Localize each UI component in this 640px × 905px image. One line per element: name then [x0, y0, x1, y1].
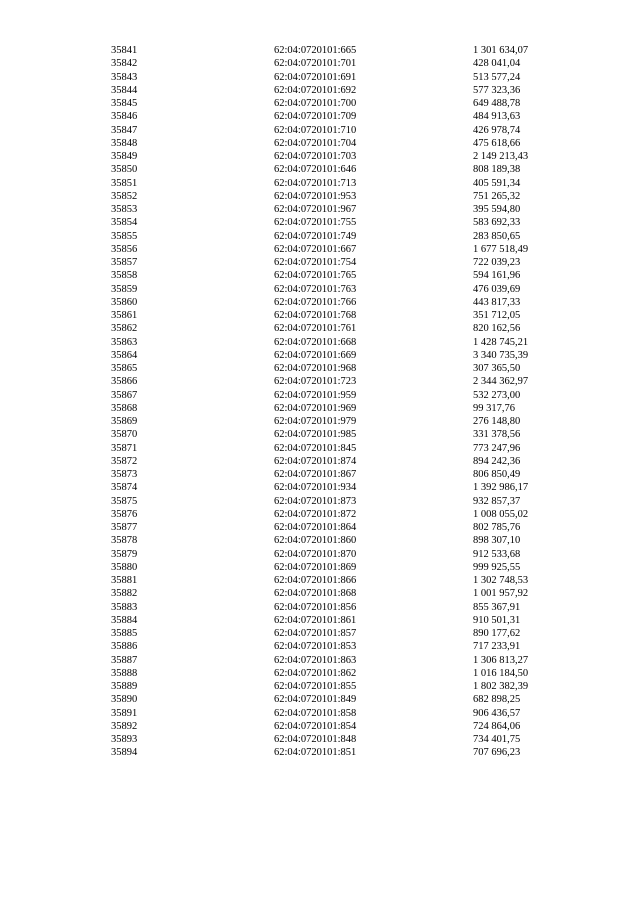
cadastral-value: 717 233,91: [473, 641, 521, 653]
cadastral-value: 808 189,38: [473, 164, 521, 176]
cadastral-value: 1 392 986,17: [473, 482, 529, 494]
row-number: 35856: [111, 243, 138, 255]
row-number: 35882: [111, 588, 138, 600]
cadastral-value: 443 817,33: [473, 296, 521, 308]
row-number: 35844: [111, 84, 138, 96]
cadastral-number: 62:04:0720101:934: [274, 482, 357, 494]
table-row: [0, 521, 640, 534]
table-row: [0, 640, 640, 653]
row-number: 35871: [111, 442, 138, 454]
table-row: [0, 627, 640, 640]
cadastral-number: 62:04:0720101:985: [274, 429, 357, 441]
cadastral-number: 62:04:0720101:849: [274, 694, 357, 706]
cadastral-value: 682 898,25: [473, 694, 521, 706]
row-number: 35879: [111, 548, 138, 560]
cadastral-number: 62:04:0720101:868: [274, 588, 357, 600]
row-number: 35852: [111, 190, 138, 202]
cadastral-number: 62:04:0720101:969: [274, 402, 357, 414]
cadastral-number: 62:04:0720101:691: [274, 71, 357, 83]
cadastral-number: 62:04:0720101:755: [274, 217, 357, 229]
cadastral-number: 62:04:0720101:968: [274, 363, 357, 374]
cadastral-value: 475 618,66: [473, 137, 521, 149]
cadastral-value: 513 577,24: [473, 71, 521, 83]
cadastral-number: 62:04:0720101:862: [274, 667, 357, 679]
table-row: [0, 71, 640, 84]
table-row: [0, 137, 640, 150]
table-row: [0, 349, 640, 362]
cadastral-number: 62:04:0720101:872: [274, 508, 357, 520]
cadastral-number: 62:04:0720101:869: [274, 561, 357, 573]
row-number: 35876: [111, 508, 138, 520]
row-number: 35842: [111, 58, 138, 70]
cadastral-value: 855 367,91: [473, 601, 521, 613]
table-row: [0, 534, 640, 547]
table-row: [0, 203, 640, 216]
cadastral-number: 62:04:0720101:704: [274, 137, 357, 149]
table-row: [0, 243, 640, 256]
cadastral-number: 62:04:0720101:953: [274, 190, 357, 202]
cadastral-value: 1 802 382,39: [473, 681, 529, 692]
row-number: 35865: [111, 363, 138, 374]
table-row: [0, 574, 640, 587]
row-number: 35849: [111, 151, 138, 162]
cadastral-number: 62:04:0720101:959: [274, 389, 357, 401]
cadastral-number: 62:04:0720101:668: [274, 336, 357, 348]
table-row: [0, 44, 640, 57]
table-row: [0, 548, 640, 561]
table-row: [0, 746, 640, 759]
cadastral-value: 99 317,76: [473, 402, 515, 414]
row-number: 35881: [111, 575, 138, 586]
row-number: 35866: [111, 376, 138, 388]
table-row: [0, 468, 640, 481]
cadastral-value: 932 857,37: [473, 495, 521, 507]
cadastral-value: 734 401,75: [473, 734, 521, 745]
row-number: 35859: [111, 283, 138, 295]
cadastral-value: 532 273,00: [473, 389, 521, 401]
row-number: 35858: [111, 270, 138, 282]
row-number: 35847: [111, 124, 138, 136]
table-row: [0, 415, 640, 428]
table-row: [0, 150, 640, 163]
cadastral-value: 426 978,74: [473, 124, 521, 136]
cadastral-number: 62:04:0720101:870: [274, 548, 357, 560]
row-number: 35861: [111, 310, 138, 321]
cadastral-number: 62:04:0720101:845: [274, 442, 357, 454]
table-row: [0, 402, 640, 415]
cadastral-value: 724 864,06: [473, 720, 521, 732]
table-row: [0, 124, 640, 137]
cadastral-number: 62:04:0720101:864: [274, 522, 357, 533]
table-row: [0, 561, 640, 574]
cadastral-number: 62:04:0720101:979: [274, 416, 357, 427]
cadastral-number: 62:04:0720101:967: [274, 204, 357, 215]
table-row: [0, 733, 640, 746]
cadastral-value: 1 677 518,49: [473, 243, 529, 255]
cadastral-value: 906 436,57: [473, 707, 521, 719]
table-row: [0, 707, 640, 720]
row-number: 35878: [111, 535, 138, 547]
row-number: 35850: [111, 164, 138, 176]
table-row: [0, 442, 640, 455]
row-number: 35890: [111, 694, 138, 706]
cadastral-number: 62:04:0720101:710: [274, 124, 357, 136]
row-number: 35893: [111, 734, 138, 745]
table-row: [0, 680, 640, 693]
table-row: [0, 614, 640, 627]
table-row: [0, 283, 640, 296]
table-row: [0, 97, 640, 110]
table-row: [0, 495, 640, 508]
table-row: [0, 110, 640, 123]
row-number: 35868: [111, 402, 138, 414]
cadastral-number: 62:04:0720101:761: [274, 323, 357, 335]
cadastral-number: 62:04:0720101:768: [274, 310, 357, 321]
cadastral-value: 484 913,63: [473, 111, 521, 123]
table-row: [0, 720, 640, 733]
row-number: 35855: [111, 230, 138, 242]
cadastral-number: 62:04:0720101:703: [274, 151, 357, 162]
cadastral-value: 894 242,36: [473, 455, 521, 467]
cadastral-value: 1 302 748,53: [473, 575, 529, 586]
data-table: [0, 44, 640, 760]
cadastral-value: 2 344 362,97: [473, 376, 529, 388]
row-number: 35884: [111, 614, 138, 626]
cadastral-value: 649 488,78: [473, 98, 521, 109]
row-number: 35870: [111, 429, 138, 441]
table-row: [0, 375, 640, 388]
table-row: [0, 389, 640, 402]
row-number: 35851: [111, 177, 138, 189]
cadastral-number: 62:04:0720101:857: [274, 628, 357, 639]
cadastral-number: 62:04:0720101:873: [274, 495, 357, 507]
cadastral-number: 62:04:0720101:856: [274, 601, 357, 613]
row-number: 35887: [111, 654, 138, 666]
row-number: 35875: [111, 495, 138, 507]
cadastral-value: 722 039,23: [473, 257, 521, 268]
cadastral-value: 1 008 055,02: [473, 508, 529, 520]
cadastral-number: 62:04:0720101:667: [274, 243, 357, 255]
cadastral-value: 898 307,10: [473, 535, 521, 547]
row-number: 35877: [111, 522, 138, 533]
cadastral-number: 62:04:0720101:765: [274, 270, 357, 282]
cadastral-value: 820 162,56: [473, 323, 521, 335]
row-number: 35888: [111, 667, 138, 679]
row-number: 35863: [111, 336, 138, 348]
cadastral-value: 1 016 184,50: [473, 667, 529, 679]
cadastral-number: 62:04:0720101:853: [274, 641, 357, 653]
cadastral-value: 1 428 745,21: [473, 336, 529, 348]
cadastral-number: 62:04:0720101:754: [274, 257, 357, 268]
cadastral-value: 283 850,65: [473, 230, 521, 242]
row-number: 35894: [111, 747, 138, 759]
row-number: 35892: [111, 720, 138, 732]
cadastral-number: 62:04:0720101:848: [274, 734, 357, 745]
row-number: 35867: [111, 389, 138, 401]
cadastral-number: 62:04:0720101:669: [274, 349, 357, 361]
cadastral-value: 577 323,36: [473, 84, 521, 96]
table-row: [0, 455, 640, 468]
table-row: [0, 177, 640, 190]
cadastral-value: 594 161,96: [473, 270, 521, 282]
table-row: [0, 163, 640, 176]
cadastral-value: 583 692,33: [473, 217, 521, 229]
table-row: [0, 362, 640, 375]
table-row: [0, 309, 640, 322]
cadastral-value: 351 712,05: [473, 310, 521, 321]
cadastral-number: 62:04:0720101:858: [274, 707, 357, 719]
cadastral-number: 62:04:0720101:723: [274, 376, 357, 388]
cadastral-number: 62:04:0720101:867: [274, 469, 357, 480]
cadastral-value: 428 041,04: [473, 58, 521, 70]
table-row: [0, 428, 640, 441]
table-row: [0, 587, 640, 600]
cadastral-number: 62:04:0720101:860: [274, 535, 357, 547]
table-row: [0, 216, 640, 229]
row-number: 35872: [111, 455, 138, 467]
cadastral-value: 1 001 957,92: [473, 588, 529, 600]
cadastral-number: 62:04:0720101:709: [274, 111, 357, 123]
table-row: [0, 230, 640, 243]
cadastral-number: 62:04:0720101:766: [274, 296, 357, 308]
table-row: [0, 508, 640, 521]
cadastral-value: 910 501,31: [473, 614, 521, 626]
cadastral-number: 62:04:0720101:713: [274, 177, 357, 189]
table-row: [0, 693, 640, 706]
row-number: 35891: [111, 707, 138, 719]
table-row: [0, 336, 640, 349]
cadastral-value: 802 785,76: [473, 522, 521, 533]
cadastral-value: 806 850,49: [473, 469, 521, 480]
row-number: 35874: [111, 482, 138, 494]
cadastral-value: 890 177,62: [473, 628, 521, 639]
cadastral-number: 62:04:0720101:701: [274, 58, 357, 70]
row-number: 35860: [111, 296, 138, 308]
cadastral-value: 2 149 213,43: [473, 151, 529, 162]
cadastral-value: 3 340 735,39: [473, 349, 529, 361]
row-number: 35889: [111, 681, 138, 692]
cadastral-value: 999 925,55: [473, 561, 521, 573]
row-number: 35843: [111, 71, 138, 83]
cadastral-value: 773 247,96: [473, 442, 521, 454]
row-number: 35862: [111, 323, 138, 335]
table-row: [0, 667, 640, 680]
table-row: [0, 322, 640, 335]
cadastral-number: 62:04:0720101:763: [274, 283, 357, 295]
table-row: [0, 481, 640, 494]
cadastral-value: 1 301 634,07: [473, 45, 529, 56]
row-number: 35841: [111, 45, 138, 56]
row-number: 35883: [111, 601, 138, 613]
row-number: 35886: [111, 641, 138, 653]
row-number: 35880: [111, 561, 138, 573]
cadastral-number: 62:04:0720101:749: [274, 230, 357, 242]
table-row: [0, 190, 640, 203]
row-number: 35864: [111, 349, 138, 361]
row-number: 35853: [111, 204, 138, 215]
cadastral-value: 405 591,34: [473, 177, 521, 189]
table-row: [0, 654, 640, 667]
cadastral-value: 307 365,50: [473, 363, 521, 374]
table-row: [0, 296, 640, 309]
cadastral-number: 62:04:0720101:863: [274, 654, 357, 666]
row-number: 35854: [111, 217, 138, 229]
row-number: 35857: [111, 257, 138, 268]
table-row: [0, 57, 640, 70]
cadastral-number: 62:04:0720101:866: [274, 575, 357, 586]
row-number: 35885: [111, 628, 138, 639]
cadastral-number: 62:04:0720101:861: [274, 614, 357, 626]
table-row: [0, 601, 640, 614]
row-number: 35869: [111, 416, 138, 427]
cadastral-value: 707 696,23: [473, 747, 521, 759]
cadastral-number: 62:04:0720101:665: [274, 45, 357, 56]
cadastral-number: 62:04:0720101:646: [274, 164, 357, 176]
cadastral-value: 276 148,80: [473, 416, 521, 427]
row-number: 35845: [111, 98, 138, 109]
cadastral-value: 1 306 813,27: [473, 654, 529, 666]
cadastral-value: 395 594,80: [473, 204, 521, 215]
cadastral-number: 62:04:0720101:855: [274, 681, 357, 692]
table-row: [0, 84, 640, 97]
cadastral-number: 62:04:0720101:874: [274, 455, 357, 467]
cadastral-value: 912 533,68: [473, 548, 521, 560]
table-row: [0, 269, 640, 282]
row-number: 35873: [111, 469, 138, 480]
table-row: [0, 256, 640, 269]
cadastral-value: 751 265,32: [473, 190, 521, 202]
cadastral-number: 62:04:0720101:851: [274, 747, 357, 759]
cadastral-number: 62:04:0720101:854: [274, 720, 357, 732]
row-number: 35846: [111, 111, 138, 123]
row-number: 35848: [111, 137, 138, 149]
cadastral-value: 331 378,56: [473, 429, 521, 441]
cadastral-number: 62:04:0720101:700: [274, 98, 357, 109]
cadastral-value: 476 039,69: [473, 283, 521, 295]
cadastral-number: 62:04:0720101:692: [274, 84, 357, 96]
